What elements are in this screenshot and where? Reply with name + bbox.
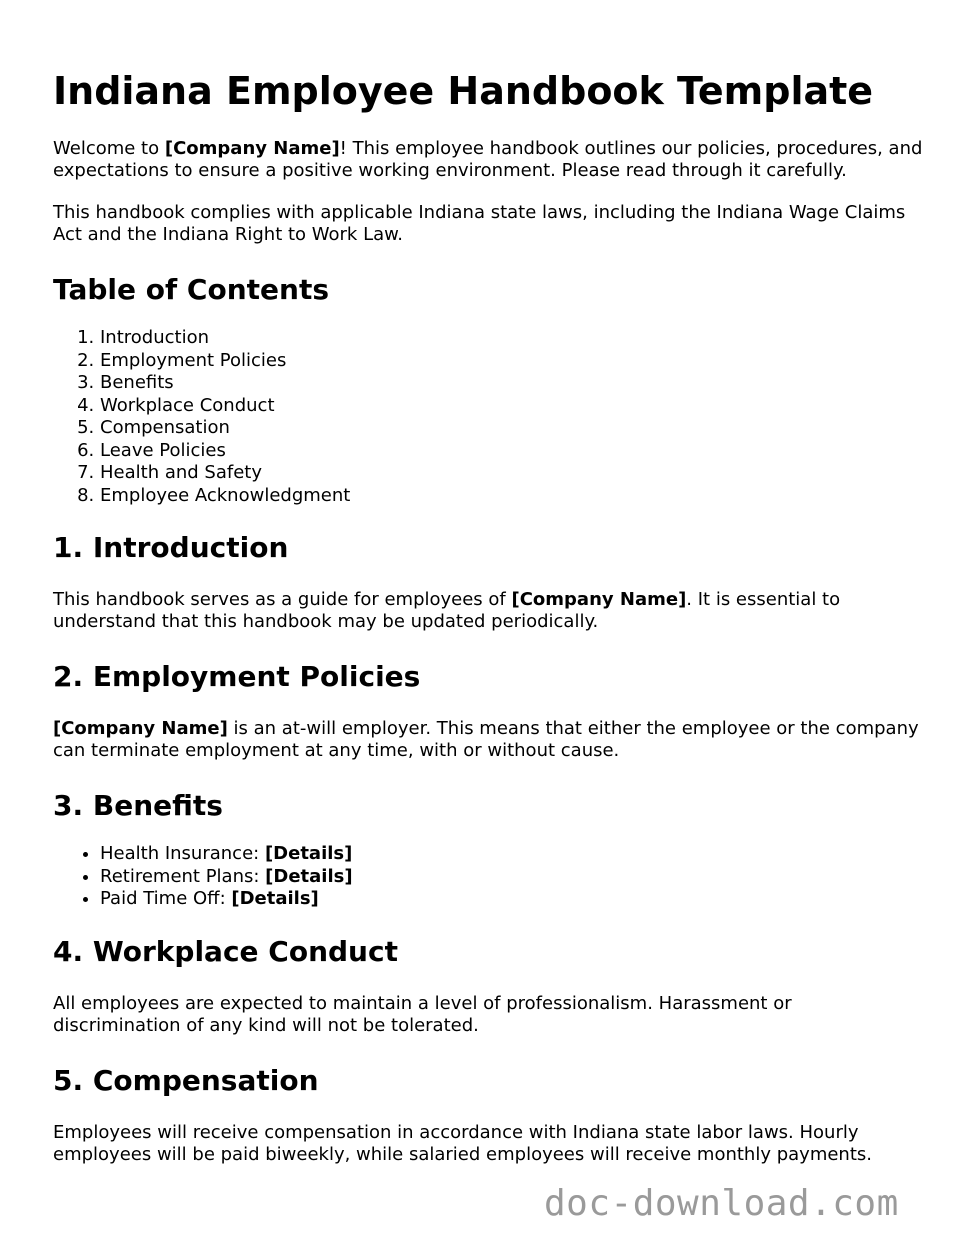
employment-text: is an at-will employer. This means that either the employee or the company can terminate employment at any time, with or without cause. [53, 718, 919, 761]
benefit-label: Retirement Plans: [100, 865, 266, 887]
benefits-list [53, 843, 923, 911]
toc-item-benefits: 3. Benefits [100, 372, 923, 395]
welcome-paragraph [53, 138, 923, 182]
benefit-item [100, 888, 923, 911]
toc-item-compensation: 5. Compensation [100, 417, 923, 440]
section-benefits-heading: 3. Benefits [53, 789, 223, 822]
benefit-item [100, 843, 923, 866]
toc-item-workplace-conduct: 4. Workplace Conduct [100, 395, 923, 418]
toc-item-health-safety: 7. Health and Safety [100, 462, 923, 485]
benefit-label: Paid Time Off: [100, 888, 232, 909]
section-introduction-text [53, 589, 923, 633]
welcome-text-start: Welcome to [53, 138, 165, 159]
company-name-placeholder: [Company Name] [53, 718, 228, 739]
compliance-paragraph: This handbook complies with applicable Indiana state laws, including the Indiana Wage Claims Act and the Indiana Right to Work Law. [53, 202, 906, 245]
toc-item-introduction: 1. Introduction [100, 327, 923, 350]
toc-heading: Table of Contents [53, 273, 330, 306]
intro-text-end: . It is essential to understand that this handbook may be updated periodically. [53, 589, 841, 632]
benefit-label: Health Insurance: [100, 843, 265, 864]
benefit-details-placeholder: [Details] [264, 843, 353, 864]
section-employment-heading: 2. Employment Policies [53, 660, 421, 693]
toc-item-employment-policies: 2. Employment Policies [100, 350, 923, 373]
section-introduction-heading: 1. Introduction [53, 531, 289, 564]
section-employment-text [53, 718, 923, 762]
document-title: Indiana Employee Handbook Template [53, 69, 874, 113]
welcome-text-end: ! This employee handbook outlines our policies, procedures, and expectations to ensure a positive working environment. Please read through it carefully. [53, 138, 923, 181]
benefit-item [100, 866, 923, 889]
toc-list [53, 327, 923, 507]
company-name-placeholder: [Company Name] [511, 589, 687, 610]
benefit-details-placeholder: [Details] [265, 865, 353, 887]
company-name-placeholder: [Company Name] [164, 138, 340, 159]
section-compensation-text: Employees will receive compensation in accordance with Indiana state labor laws. Hourly employees will be paid biweekly, while salaried employees will receive monthly payments. [53, 1121, 872, 1165]
document-page [53, 68, 923, 1186]
intro-text-start: This handbook serves as a guide for employees of [53, 589, 512, 610]
toc-item-leave-policies: 6. Leave Policies [100, 440, 923, 463]
benefit-details-placeholder: [Details] [231, 888, 319, 909]
watermark-text: doc-download.com [544, 1183, 899, 1224]
section-conduct-text: All employees are expected to maintain a level of professionalism. Harassment or discrimination of any kind will not be tolerated. [53, 992, 792, 1036]
section-conduct-heading: 4. Workplace Conduct [53, 934, 398, 968]
toc-item-acknowledgment: 8. Employee Acknowledgment [100, 485, 923, 508]
section-compensation-heading: 5. Compensation [53, 1063, 319, 1097]
